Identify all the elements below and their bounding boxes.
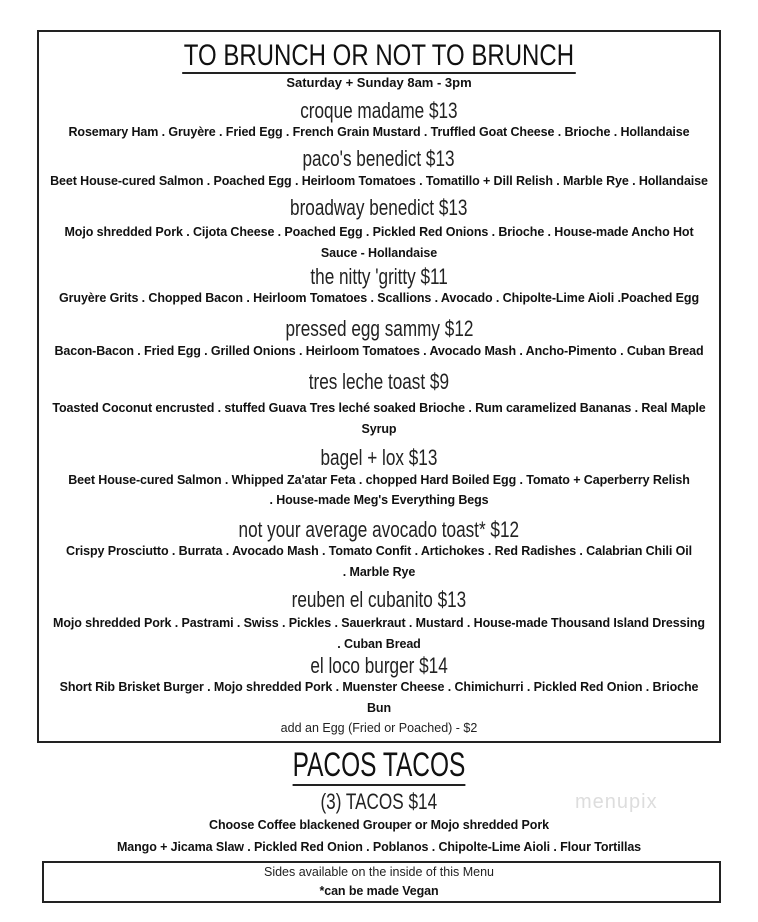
menu-item-desc: Beet House-cured Salmon . Whipped Za'atar Feta . chopped Hard Boiled Egg . Tomato + Caperberry Relish <box>68 473 690 487</box>
sides-note: Sides available on the inside of this Menu <box>263 865 494 879</box>
menu-item-name: not your average avocado toast* $12 <box>238 517 520 542</box>
menu-item-desc: Beet House-cured Salmon . Poached Egg . Heirloom Tomatoes . Tomatillo + Dill Relish . Marble Rye . Hollandaise <box>50 174 708 188</box>
menu-item-desc: Bacon-Bacon . Fried Egg . Grilled Onions . Heirloom Tomatoes . Avocado Mash . Ancho-Pimento . Cuban Bread <box>54 344 704 358</box>
menu-item-name: broadway benedict $13 <box>290 195 468 220</box>
brunch-title-text: TO BRUNCH OR NOT TO BRUNCH <box>183 39 575 72</box>
menu-item-name: reuben el cubanito $13 <box>291 587 467 612</box>
tacos-title-text: PACOS TACOS <box>292 746 466 784</box>
brunch-title <box>182 39 575 73</box>
menu-item-desc: Short Rib Brisket Burger . Mojo shredded Pork . Muenster Cheese . Chimichurri . Pickled Red Onion . Brioche <box>59 680 699 694</box>
watermark: menupix <box>575 791 658 813</box>
menu-item-name: croque madame $13 <box>300 98 458 123</box>
menu-item-desc: Sauce - Hollandaise <box>320 246 438 260</box>
menu-item-desc: Crispy Prosciutto . Burrata . Avocado Mash . Tomato Confit . Artichokes . Red Radishes . Calabrian Chili Oil <box>66 544 692 558</box>
menu-item-name: el loco burger $14 <box>310 653 448 678</box>
tacos-title <box>293 745 466 785</box>
menu-item-name: pressed egg sammy $12 <box>285 316 473 341</box>
menu-item-name: paco's benedict $13 <box>302 146 456 171</box>
menu-item-desc: Mojo shredded Pork . Pastrami . Swiss . Pickles . Sauerkraut . Mustard . House-made Thousand Island Dressing <box>53 616 705 630</box>
menu-item-name: the nitty 'gritty $11 <box>310 264 448 289</box>
menu-item-desc: Gruyère Grits . Chopped Bacon . Heirloom Tomatoes . Scallions . Avocado . Chipolte-Lime Aioli .Poached Egg <box>59 291 699 305</box>
menu-item-desc: Bun <box>367 701 391 715</box>
menu-item-name: bagel + lox $13 <box>320 445 438 470</box>
menu-item-name: tres leche toast $9 <box>308 369 450 394</box>
menu-item-desc: Toasted Coconut encrusted . stuffed Guava Tres leché soaked Brioche . Rum caramelized Bananas . Real Maple <box>52 401 706 415</box>
tacos-desc: Choose Coffee blackened Grouper or Mojo shredded Pork <box>209 818 549 832</box>
tacos-item-name: (3) TACOS $14 <box>320 789 438 814</box>
menu-item-desc: Rosemary Ham . Gruyère . Fried Egg . French Grain Mustard . Truffled Goat Cheese . Brioche . Hollandaise <box>68 125 690 139</box>
menu-item-desc: . Marble Rye <box>342 565 416 579</box>
brunch-hours: Saturday + Sunday 8am - 3pm <box>286 75 472 90</box>
vegan-note: *can be made Vegan <box>319 884 439 898</box>
menu-item-desc: Syrup <box>361 422 397 436</box>
tacos-desc: Mango + Jicama Slaw . Pickled Red Onion . Poblanos . Chipolte-Lime Aioli . Flour Tortillas <box>116 840 642 854</box>
addon-note: add an Egg (Fried or Poached) - $2 <box>280 721 478 735</box>
menu-item-desc: . House-made Meg's Everything Begs <box>269 493 489 507</box>
menu-item-desc: . Cuban Bread <box>337 637 421 651</box>
menu-item-desc: Mojo shredded Pork . Cijota Cheese . Poached Egg . Pickled Red Onions . Brioche . House-made Ancho Hot <box>64 225 694 239</box>
